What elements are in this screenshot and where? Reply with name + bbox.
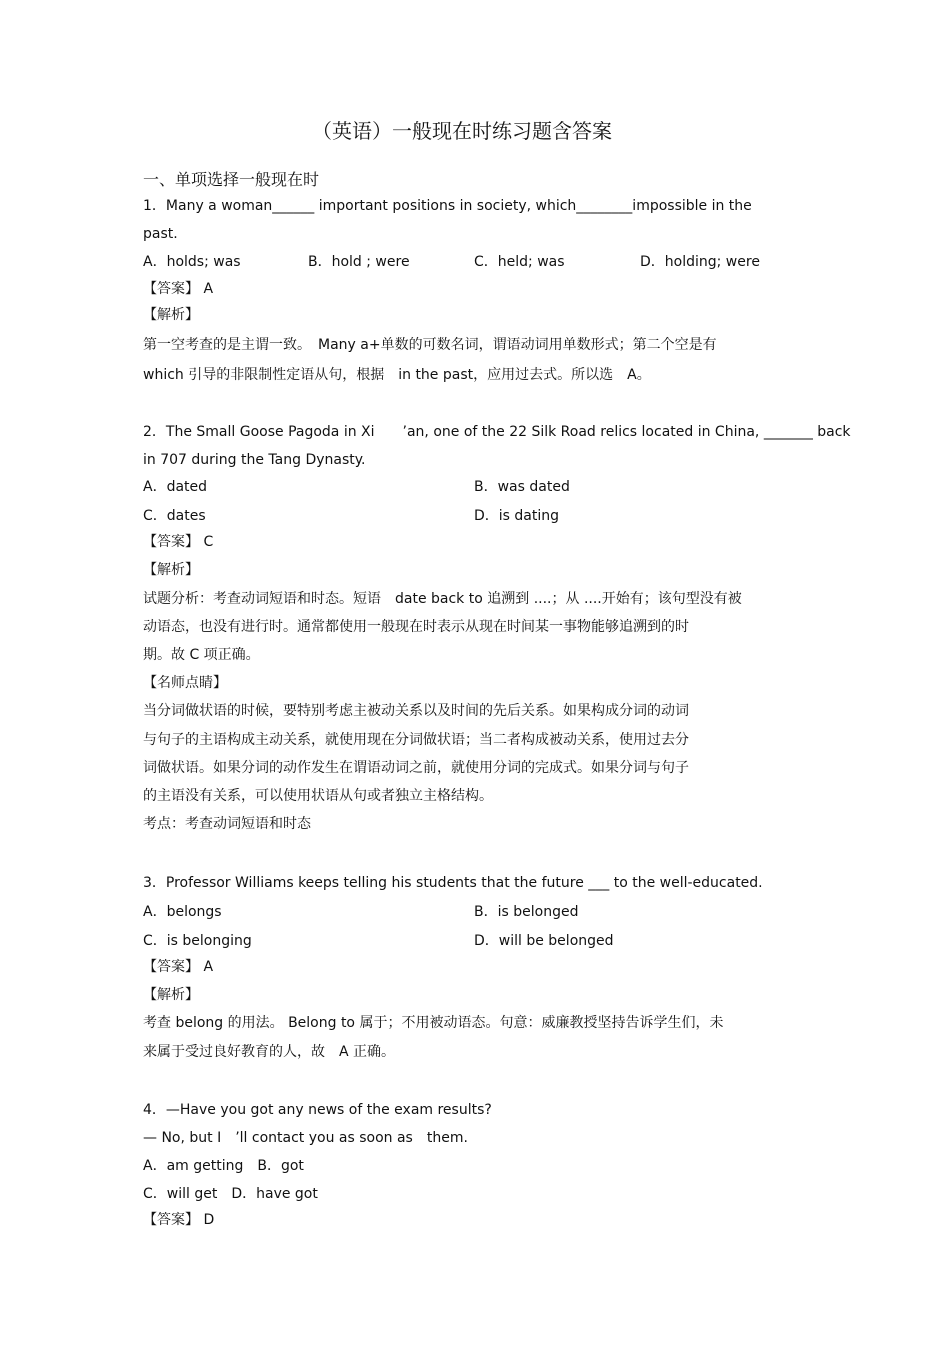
analysis-text: 来属于受过良好教育的人，故 A 正确。 xyxy=(143,1044,396,1060)
option-c: C．dates xyxy=(143,508,206,524)
analysis-text: 第一空考查的是主谓一致。 Many a+单数的可数名词，谓语动词用单数形式；第二个空是有 xyxy=(143,337,717,353)
question-text: 3．Professor Williams keeps telling his students that the future ___ to the well-educated. xyxy=(143,875,763,891)
option-a: A．dated xyxy=(143,479,208,495)
question-text: — No, but I ’ll contact you as soon as them. xyxy=(143,1130,468,1146)
tip-text: 的主语没有关系，可以使用状语从句或者独立主格结构。 xyxy=(143,788,493,804)
analysis-label: 【解析】 xyxy=(143,307,199,323)
question-text: in 707 during the Tang Dynasty. xyxy=(143,452,366,468)
analysis-text: 期。故 C 项正确。 xyxy=(143,647,260,663)
page-title: （英语）一般现在时练习题含答案 xyxy=(312,119,612,143)
question-text: past. xyxy=(143,226,178,242)
tip-text: 当分词做状语的时候，要特别考虑主被动关系以及时间的先后关系。如果构成分词的动词 xyxy=(143,703,689,719)
option-c: C．held; was xyxy=(474,254,565,270)
tip-text: 词做状语。如果分词的动作发生在谓语动词之前，就使用分词的完成式。如果分词与句子 xyxy=(143,760,689,776)
option-c: C．is belonging xyxy=(143,933,252,949)
options-row: C．will get D．have got xyxy=(143,1186,318,1202)
option-a: A．holds; was xyxy=(143,254,241,270)
option-d: D．holding; were xyxy=(640,254,760,270)
answer-line: 【答案】 A xyxy=(143,281,214,297)
answer-line: 【答案】 D xyxy=(143,1212,215,1228)
question-text: 1．Many a woman______ important positions in society, which________impossible in the xyxy=(143,198,752,214)
tip-label: 【名师点睛】 xyxy=(143,675,227,691)
point-text: 考点：考查动词短语和时态 xyxy=(143,816,311,832)
section-heading: 一、单项选择一般现在时 xyxy=(143,170,320,189)
analysis-text: 试题分析：考查动词短语和时态。短语 date back to 追溯到 ....；从 ....开始有；该句型没有被 xyxy=(143,591,742,607)
analysis-label: 【解析】 xyxy=(143,987,199,1003)
options-row: A．am getting B．got xyxy=(143,1158,304,1174)
analysis-text: 考查 belong 的用法。 Belong to 属于；不用被动语态。句意：威廉教授坚持告诉学生们，未 xyxy=(143,1015,724,1031)
answer-line: 【答案】 A xyxy=(143,959,214,975)
question-text: 2．The Small Goose Pagoda in Xi ’an, one of the 22 Silk Road relics located in China, _______ back xyxy=(143,424,851,440)
tip-text: 与句子的主语构成主动关系，就使用现在分词做状语；当二者构成被动关系，使用过去分 xyxy=(143,732,689,748)
analysis-text: which 引导的非限制性定语从句，根据 in the past，应用过去式。所以选 A。 xyxy=(143,367,651,383)
analysis-text: 动语态，也没有进行时。通常都使用一般现在时表示从现在时间某一事物能够追溯到的时 xyxy=(143,619,689,635)
option-a: A．belongs xyxy=(143,904,222,920)
option-d: D．will be belonged xyxy=(474,933,614,949)
option-b: B．hold ; were xyxy=(308,254,410,270)
option-b: B．was dated xyxy=(474,479,570,495)
option-b: B．is belonged xyxy=(474,904,579,920)
analysis-label: 【解析】 xyxy=(143,562,199,578)
option-d: D．is dating xyxy=(474,508,560,524)
question-text: 4．—Have you got any news of the exam results? xyxy=(143,1102,492,1118)
answer-line: 【答案】 C xyxy=(143,534,214,550)
